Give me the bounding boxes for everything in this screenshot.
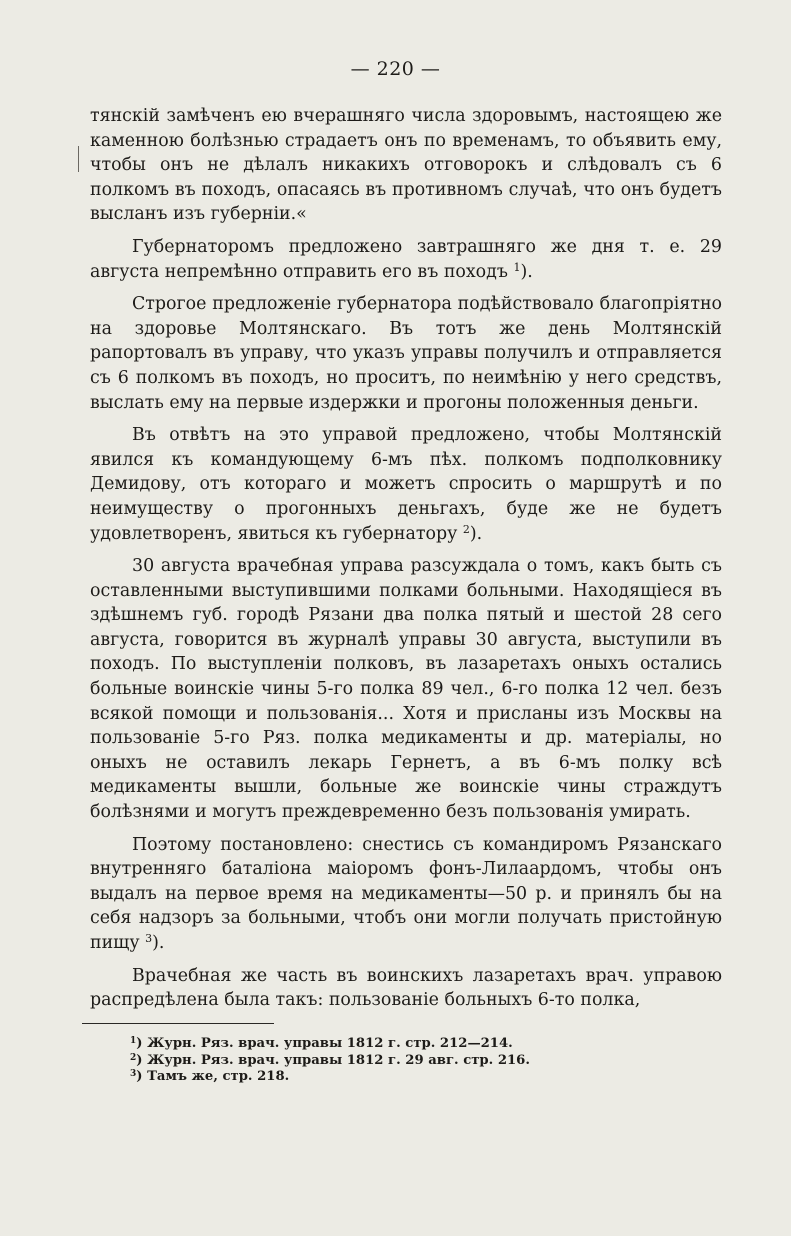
- paragraph: Въ отвѣтъ на это управой предложено, чтобы Молтянскій явился къ командующему 6-мъ пѣх. полкомъ подполковнику Демидову, отъ котораго и можетъ спросить о маршрутѣ и по неимуществу о прогонныхъ деньгахъ, буде же не будетъ удовлетворенъ, явиться къ губернатору $^2$).: [90, 425, 722, 544]
- footnote-mark: 1: [130, 1036, 137, 1046]
- main-text: [90, 104, 722, 1021]
- footnote: $^2$) Журн. Ряз. врач. управы 1812 г. 29 авг. стр. 216.: [130, 1052, 530, 1068]
- paragraph: Поэтому постановлено: снестись съ командиромъ Рязанскаго внутренняго баталіона маіоромъ фонъ-Лилаардомъ, чтобы онъ выдалъ на первое время на медикаменты—50 р. и принялъ бы на себя надзоръ за больными, чтобъ они могли получать пристойную пищу $^3$).: [90, 834, 722, 953]
- margin-pencil-mark: [78, 146, 79, 172]
- footnote-ref[interactable]: 3: [145, 932, 153, 945]
- paragraph: Врачебная же часть въ воинскихъ лазаретахъ врач. управою распредѣлена была такъ: пользованіе больныхъ 6-то полка,: [90, 965, 722, 1011]
- footnote-ref[interactable]: 2: [462, 522, 470, 536]
- footnotes: [130, 1036, 730, 1086]
- footnote-mark: 3: [130, 1069, 137, 1079]
- footnote-mark: 2: [130, 1052, 137, 1063]
- paragraph: Губернаторомъ предложено завтрашняго же дня т. е. 29 августа непремѣнно отправить его въ походъ $^1$).: [90, 236, 722, 282]
- footnote-divider: [82, 1023, 274, 1024]
- footnote: $^1$) Журн. Ряз. врач. управы 1812 г. стр. 212—214.: [130, 1036, 513, 1051]
- footnote: $^3$) Тамъ же, стр. 218.: [130, 1069, 290, 1084]
- footnote-ref[interactable]: 1: [513, 260, 521, 274]
- paragraph: тянскій замѣченъ ею вчерашняго числа здоровымъ, настоящею же каменною болѣзнью страдаетъ онъ по временамъ, то объявить ему, чтобы онъ не дѣлалъ никакихъ отговорокъ и слѣдовалъ съ 6 полкомъ въ походъ, опасаясь въ противномъ случаѣ, что онъ будетъ высланъ изъ губерніи.«: [90, 106, 722, 225]
- page-number: — 220 —: [350, 58, 441, 80]
- paragraph: 30 августа врачебная управа разсуждала о томъ, какъ быть съ оставленными выступившими полками больными. Находящіеся въ здѣшнемъ губ. городѣ Рязани два полка пятый и шестой 28 сего августа, говорится въ журналѣ управы 30 августа, выступили въ походъ. По выступленіи полковъ, въ лазаретахъ оныхъ остались больные воинскіе чины 5-го полка 89 чел., 6-го полка 12 чел. безъ всякой помощи и пользованія... Хотя и присланы изъ Москвы на пользованіе 5-го Ряз. полка медикаменты и др. матеріалы, но оныхъ не оставилъ лекарь Гернетъ, а въ 6-мъ полку всѣ медикаменты вышли, больные же воинскіе чины страждутъ болѣзнями и могутъ преждевременно безъ пользованія умирать.: [90, 556, 722, 823]
- paragraph: Строгое предложеніе губернатора подѣйствовало благопріятно на здоровье Молтянскаго. Въ тотъ же день Молтянскій рапортовалъ въ управу, что указъ управы получилъ и отправляется съ 6 полкомъ въ походъ, но проситъ, по неимѣнію у него средствъ, выслать ему на первые издержки и прогоны положенныя деньги.: [90, 294, 722, 413]
